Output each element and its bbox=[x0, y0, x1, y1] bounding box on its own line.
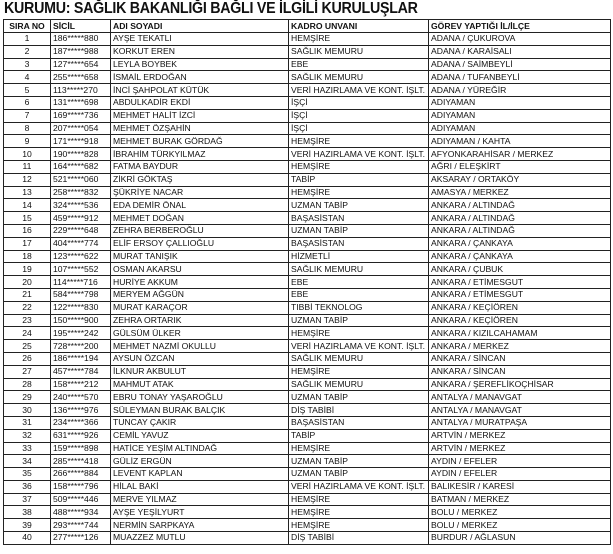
location-cell: ANKARA / ÇANKAYA bbox=[429, 250, 611, 263]
location-cell: ADANA / ÇUKUROVA bbox=[429, 33, 611, 46]
location-cell: BOLU / MERKEZ bbox=[429, 519, 611, 532]
name-cell: MERVE YILMAZ bbox=[111, 493, 289, 506]
row-number: 34 bbox=[4, 455, 51, 468]
table-row bbox=[4, 327, 611, 340]
kadro-cell: BAŞASİSTAN bbox=[289, 416, 429, 429]
row-number: 26 bbox=[4, 352, 51, 365]
sicil-cell: 258*****832 bbox=[51, 186, 111, 199]
sicil-cell: 122*****830 bbox=[51, 301, 111, 314]
location-cell: ANKARA / ALTINDAĞ bbox=[429, 212, 611, 225]
location-cell: ADIYAMAN bbox=[429, 122, 611, 135]
row-number: 24 bbox=[4, 327, 51, 340]
sicil-cell: 293*****744 bbox=[51, 519, 111, 532]
column-header-adi-soyadi: ADI SOYADI bbox=[111, 20, 289, 33]
name-cell: FATMA BAYDUR bbox=[111, 160, 289, 173]
row-number: 3 bbox=[4, 58, 51, 71]
name-cell: MURAT TANIŞIK bbox=[111, 250, 289, 263]
row-number: 35 bbox=[4, 468, 51, 481]
row-number: 31 bbox=[4, 416, 51, 429]
sicil-cell: 187*****988 bbox=[51, 45, 111, 58]
table-row bbox=[4, 109, 611, 122]
sicil-cell: 186*****880 bbox=[51, 33, 111, 46]
name-cell: GÜLİZ ERGÜN bbox=[111, 455, 289, 468]
table-row bbox=[4, 173, 611, 186]
location-cell: ANKARA / MERKEZ bbox=[429, 340, 611, 353]
location-cell: ANKARA / ÇUBUK bbox=[429, 263, 611, 276]
row-number: 38 bbox=[4, 506, 51, 519]
row-number: 10 bbox=[4, 148, 51, 161]
table-row bbox=[4, 455, 611, 468]
table-row bbox=[4, 160, 611, 173]
kadro-cell: SAĞLIK MEMURU bbox=[289, 352, 429, 365]
kadro-cell: HEMŞİRE bbox=[289, 160, 429, 173]
table-row bbox=[4, 391, 611, 404]
location-cell: ADANA / YÜREĞİR bbox=[429, 84, 611, 97]
table-row bbox=[4, 493, 611, 506]
location-cell: ARTVİN / MERKEZ bbox=[429, 442, 611, 455]
table-row bbox=[4, 352, 611, 365]
sicil-cell: 255*****658 bbox=[51, 71, 111, 84]
sicil-cell: 285*****418 bbox=[51, 455, 111, 468]
kadro-cell: EBE bbox=[289, 288, 429, 301]
sicil-cell: 229*****648 bbox=[51, 224, 111, 237]
location-cell: ANKARA / ALTINDAĞ bbox=[429, 199, 611, 212]
location-cell: ANKARA / SİNCAN bbox=[429, 365, 611, 378]
name-cell: EBRU TONAY YAŞAROĞLU bbox=[111, 391, 289, 404]
row-number: 32 bbox=[4, 429, 51, 442]
row-number: 5 bbox=[4, 84, 51, 97]
name-cell: HURİYE AKKUM bbox=[111, 276, 289, 289]
kadro-cell: HEMŞİRE bbox=[289, 519, 429, 532]
kadro-cell: TABİP bbox=[289, 173, 429, 186]
table-row bbox=[4, 429, 611, 442]
location-cell: ADANA / TUFANBEYLİ bbox=[429, 71, 611, 84]
kadro-cell: HEMŞİRE bbox=[289, 506, 429, 519]
kadro-cell: UZMAN TABİP bbox=[289, 199, 429, 212]
table-row bbox=[4, 148, 611, 161]
location-cell: ANKARA / ETİMESGUT bbox=[429, 276, 611, 289]
location-cell: BATMAN / MERKEZ bbox=[429, 493, 611, 506]
kadro-cell: HİZMETLİ bbox=[289, 250, 429, 263]
table-row bbox=[4, 506, 611, 519]
kadro-cell: İŞÇİ bbox=[289, 96, 429, 109]
row-number: 30 bbox=[4, 404, 51, 417]
sicil-cell: 324*****536 bbox=[51, 199, 111, 212]
row-number: 4 bbox=[4, 71, 51, 84]
location-cell: AFYONKARAHİSAR / MERKEZ bbox=[429, 148, 611, 161]
location-cell: ADIYAMAN bbox=[429, 96, 611, 109]
table-row bbox=[4, 365, 611, 378]
kadro-cell: EBE bbox=[289, 58, 429, 71]
sicil-cell: 107*****552 bbox=[51, 263, 111, 276]
table-row bbox=[4, 378, 611, 391]
table-row bbox=[4, 263, 611, 276]
sicil-cell: 150*****900 bbox=[51, 314, 111, 327]
sicil-cell: 114*****716 bbox=[51, 276, 111, 289]
name-cell: OSMAN AKARSU bbox=[111, 263, 289, 276]
location-cell: AĞRI / ELEŞKİRT bbox=[429, 160, 611, 173]
row-number: 28 bbox=[4, 378, 51, 391]
kadro-cell: İŞÇİ bbox=[289, 109, 429, 122]
sicil-cell: 131*****698 bbox=[51, 96, 111, 109]
table-row bbox=[4, 224, 611, 237]
name-cell: LEVENT KAPLAN bbox=[111, 468, 289, 481]
sicil-cell: 158*****212 bbox=[51, 378, 111, 391]
location-cell: ADIYAMAN bbox=[429, 109, 611, 122]
row-number: 39 bbox=[4, 519, 51, 532]
kadro-cell: HEMŞİRE bbox=[289, 327, 429, 340]
location-cell: ADANA / KARAİSALI bbox=[429, 45, 611, 58]
table-row bbox=[4, 276, 611, 289]
row-number: 14 bbox=[4, 199, 51, 212]
table-row bbox=[4, 340, 611, 353]
table-row bbox=[4, 314, 611, 327]
name-cell: MEHMET HALİT İZCİ bbox=[111, 109, 289, 122]
sicil-cell: 169*****736 bbox=[51, 109, 111, 122]
kadro-cell: SAĞLIK MEMURU bbox=[289, 263, 429, 276]
kadro-cell: İŞÇİ bbox=[289, 122, 429, 135]
table-row bbox=[4, 186, 611, 199]
name-cell: KORKUT EREN bbox=[111, 45, 289, 58]
table-row bbox=[4, 84, 611, 97]
table-row bbox=[4, 404, 611, 417]
location-cell: BURDUR / AĞLASUN bbox=[429, 532, 611, 545]
table-row bbox=[4, 532, 611, 545]
name-cell: İNCİ ŞAHPOLAT KÜTÜK bbox=[111, 84, 289, 97]
name-cell: EDA DEMİR ÖNAL bbox=[111, 199, 289, 212]
kadro-cell: HEMŞİRE bbox=[289, 442, 429, 455]
table-row bbox=[4, 33, 611, 46]
name-cell: İSMAİL ERDOĞAN bbox=[111, 71, 289, 84]
name-cell: AYSUN ÖZCAN bbox=[111, 352, 289, 365]
name-cell: MEHMET ÖZŞAHİN bbox=[111, 122, 289, 135]
kadro-cell: HEMŞİRE bbox=[289, 493, 429, 506]
sicil-cell: 171*****918 bbox=[51, 135, 111, 148]
table-row bbox=[4, 468, 611, 481]
row-number: 8 bbox=[4, 122, 51, 135]
table-row bbox=[4, 301, 611, 314]
kadro-cell: HEMŞİRE bbox=[289, 33, 429, 46]
row-number: 1 bbox=[4, 33, 51, 46]
row-number: 37 bbox=[4, 493, 51, 506]
table-row bbox=[4, 122, 611, 135]
row-number: 15 bbox=[4, 212, 51, 225]
sicil-cell: 190*****828 bbox=[51, 148, 111, 161]
table-row bbox=[4, 96, 611, 109]
kadro-cell: EBE bbox=[289, 276, 429, 289]
row-number: 13 bbox=[4, 186, 51, 199]
location-cell: ANTALYA / MANAVGAT bbox=[429, 391, 611, 404]
column-header-gorev-yeri: GÖREV YAPTIĞI İL/İLÇE bbox=[429, 20, 611, 33]
name-cell: ZEHRA BERBEROĞLU bbox=[111, 224, 289, 237]
name-cell: MEHMET BURAK GÖRDAĞ bbox=[111, 135, 289, 148]
column-header-sicil: SİCİL bbox=[51, 20, 111, 33]
table-row bbox=[4, 416, 611, 429]
row-number: 16 bbox=[4, 224, 51, 237]
sicil-cell: 164*****682 bbox=[51, 160, 111, 173]
kadro-cell: BAŞASİSTAN bbox=[289, 237, 429, 250]
sicil-cell: 195*****242 bbox=[51, 327, 111, 340]
kadro-cell: HEMŞİRE bbox=[289, 365, 429, 378]
sicil-cell: 631*****926 bbox=[51, 429, 111, 442]
kadro-cell: SAĞLIK MEMURU bbox=[289, 71, 429, 84]
kadro-cell: SAĞLIK MEMURU bbox=[289, 45, 429, 58]
sicil-cell: 584*****798 bbox=[51, 288, 111, 301]
name-cell: TUNCAY ÇAKIR bbox=[111, 416, 289, 429]
kadro-cell: BAŞASİSTAN bbox=[289, 212, 429, 225]
kadro-cell: HEMŞİRE bbox=[289, 135, 429, 148]
kadro-cell: HEMŞİRE bbox=[289, 186, 429, 199]
row-number: 9 bbox=[4, 135, 51, 148]
name-cell: ELİF ERSOY ÇALLIOĞLU bbox=[111, 237, 289, 250]
table-header-row bbox=[4, 20, 611, 33]
name-cell: NERMİN SARPKAYA bbox=[111, 519, 289, 532]
name-cell: MEHMET DOĞAN bbox=[111, 212, 289, 225]
kadro-cell: VERİ HAZIRLAMA VE KONT. İŞLT. bbox=[289, 148, 429, 161]
location-cell: BOLU / MERKEZ bbox=[429, 506, 611, 519]
location-cell: AMASYA / MERKEZ bbox=[429, 186, 611, 199]
table-row bbox=[4, 58, 611, 71]
kadro-cell: UZMAN TABİP bbox=[289, 455, 429, 468]
kadro-cell: VERİ HAZIRLAMA VE KONT. İŞLT. bbox=[289, 480, 429, 493]
name-cell: HİLAL BAKİ bbox=[111, 480, 289, 493]
location-cell: ANKARA / ÇANKAYA bbox=[429, 237, 611, 250]
location-cell: ADANA / SAİMBEYLİ bbox=[429, 58, 611, 71]
name-cell: MERYEM AĞGÜN bbox=[111, 288, 289, 301]
table-row bbox=[4, 212, 611, 225]
row-number: 33 bbox=[4, 442, 51, 455]
table-row bbox=[4, 71, 611, 84]
row-number: 23 bbox=[4, 314, 51, 327]
row-number: 29 bbox=[4, 391, 51, 404]
sicil-cell: 186*****194 bbox=[51, 352, 111, 365]
location-cell: ANTALYA / MURATPAŞA bbox=[429, 416, 611, 429]
table-row bbox=[4, 199, 611, 212]
kadro-cell: DİŞ TABİBİ bbox=[289, 532, 429, 545]
column-header-sira-no: SIRA NO bbox=[4, 20, 51, 33]
table-row bbox=[4, 519, 611, 532]
location-cell: ARTVİN / MERKEZ bbox=[429, 429, 611, 442]
table-row bbox=[4, 480, 611, 493]
row-number: 6 bbox=[4, 96, 51, 109]
table-row bbox=[4, 250, 611, 263]
sicil-cell: 728*****200 bbox=[51, 340, 111, 353]
location-cell: ANKARA / SİNCAN bbox=[429, 352, 611, 365]
row-number: 25 bbox=[4, 340, 51, 353]
name-cell: ZİKRİ GÖKTAŞ bbox=[111, 173, 289, 186]
location-cell: AYDIN / EFELER bbox=[429, 455, 611, 468]
sicil-cell: 266*****884 bbox=[51, 468, 111, 481]
location-cell: ANKARA / ALTINDAĞ bbox=[429, 224, 611, 237]
name-cell: AYŞE TEKATLI bbox=[111, 33, 289, 46]
sicil-cell: 509*****446 bbox=[51, 493, 111, 506]
sicil-cell: 488*****934 bbox=[51, 506, 111, 519]
name-cell: SÜLEYMAN BURAK BALÇIK bbox=[111, 404, 289, 417]
table-row bbox=[4, 288, 611, 301]
sicil-cell: 113*****270 bbox=[51, 84, 111, 97]
row-number: 20 bbox=[4, 276, 51, 289]
row-number: 36 bbox=[4, 480, 51, 493]
sicil-cell: 277*****126 bbox=[51, 532, 111, 545]
sicil-cell: 207*****054 bbox=[51, 122, 111, 135]
name-cell: İLKNUR AKBULUT bbox=[111, 365, 289, 378]
sicil-cell: 240*****570 bbox=[51, 391, 111, 404]
name-cell: ZEHRA ORTARIK bbox=[111, 314, 289, 327]
location-cell: ADIYAMAN / KAHTA bbox=[429, 135, 611, 148]
sicil-cell: 123*****622 bbox=[51, 250, 111, 263]
name-cell: MEHMET NAZMİ OKULLU bbox=[111, 340, 289, 353]
sicil-cell: 459*****912 bbox=[51, 212, 111, 225]
kadro-cell: VERİ HAZIRLAMA VE KONT. İŞLT. bbox=[289, 340, 429, 353]
kadro-cell: TABİP bbox=[289, 429, 429, 442]
name-cell: CEMİL YAVUZ bbox=[111, 429, 289, 442]
table-row bbox=[4, 45, 611, 58]
name-cell: İBRAHİM TÜRKYILMAZ bbox=[111, 148, 289, 161]
sicil-cell: 404*****774 bbox=[51, 237, 111, 250]
row-number: 7 bbox=[4, 109, 51, 122]
location-cell: ANTALYA / MANAVGAT bbox=[429, 404, 611, 417]
sicil-cell: 158*****796 bbox=[51, 480, 111, 493]
kadro-cell: UZMAN TABİP bbox=[289, 224, 429, 237]
row-number: 17 bbox=[4, 237, 51, 250]
location-cell: AYDIN / EFELER bbox=[429, 468, 611, 481]
location-cell: ANKARA / ETİMESGUT bbox=[429, 288, 611, 301]
table-row bbox=[4, 237, 611, 250]
row-number: 21 bbox=[4, 288, 51, 301]
name-cell: MUAZZEZ MUTLU bbox=[111, 532, 289, 545]
row-number: 11 bbox=[4, 160, 51, 173]
location-cell: ANKARA / KEÇİÖREN bbox=[429, 301, 611, 314]
kadro-cell: DİŞ TABİBİ bbox=[289, 404, 429, 417]
personnel-table bbox=[3, 19, 611, 545]
sicil-cell: 127*****654 bbox=[51, 58, 111, 71]
column-header-kadro-unvani: KADRO UNVANI bbox=[289, 20, 429, 33]
kadro-cell: SAĞLIK MEMURU bbox=[289, 378, 429, 391]
sicil-cell: 521*****060 bbox=[51, 173, 111, 186]
location-cell: ANKARA / ŞEREFLİKOÇHİSAR bbox=[429, 378, 611, 391]
row-number: 22 bbox=[4, 301, 51, 314]
kadro-cell: UZMAN TABİP bbox=[289, 468, 429, 481]
location-cell: BALIKESİR / KARESİ bbox=[429, 480, 611, 493]
row-number: 40 bbox=[4, 532, 51, 545]
document-title: KURUMU: SAĞLIK BAKANLIĞI BAĞLI VE İLGİLİ KURULUŞLAR bbox=[4, 0, 418, 17]
location-cell: ANKARA / KEÇİÖREN bbox=[429, 314, 611, 327]
table-body bbox=[4, 33, 611, 545]
row-number: 19 bbox=[4, 263, 51, 276]
location-cell: AKSARAY / ORTAKÖY bbox=[429, 173, 611, 186]
name-cell: AYŞE YEŞİLYURT bbox=[111, 506, 289, 519]
kadro-cell: UZMAN TABİP bbox=[289, 391, 429, 404]
name-cell: LEYLA BOYBEK bbox=[111, 58, 289, 71]
row-number: 12 bbox=[4, 173, 51, 186]
table-row bbox=[4, 442, 611, 455]
row-number: 27 bbox=[4, 365, 51, 378]
kadro-cell: VERİ HAZIRLAMA VE KONT. İŞLT. bbox=[289, 84, 429, 97]
row-number: 2 bbox=[4, 45, 51, 58]
sicil-cell: 457*****784 bbox=[51, 365, 111, 378]
kadro-cell: UZMAN TABİP bbox=[289, 314, 429, 327]
sicil-cell: 159*****898 bbox=[51, 442, 111, 455]
table-row bbox=[4, 135, 611, 148]
name-cell: GÜLSÜM ÜLKER bbox=[111, 327, 289, 340]
name-cell: ABDULKADİR EKDİ bbox=[111, 96, 289, 109]
name-cell: HATİCE YEŞİM ALTINDAĞ bbox=[111, 442, 289, 455]
name-cell: MAHMUT ATAK bbox=[111, 378, 289, 391]
sicil-cell: 136*****976 bbox=[51, 404, 111, 417]
location-cell: ANKARA / KIZILCAHAMAM bbox=[429, 327, 611, 340]
sicil-cell: 234*****366 bbox=[51, 416, 111, 429]
kadro-cell: TIBBİ TEKNOLOG bbox=[289, 301, 429, 314]
name-cell: MURAT KARAÇOR bbox=[111, 301, 289, 314]
name-cell: ŞÜKRİYE NACAR bbox=[111, 186, 289, 199]
row-number: 18 bbox=[4, 250, 51, 263]
